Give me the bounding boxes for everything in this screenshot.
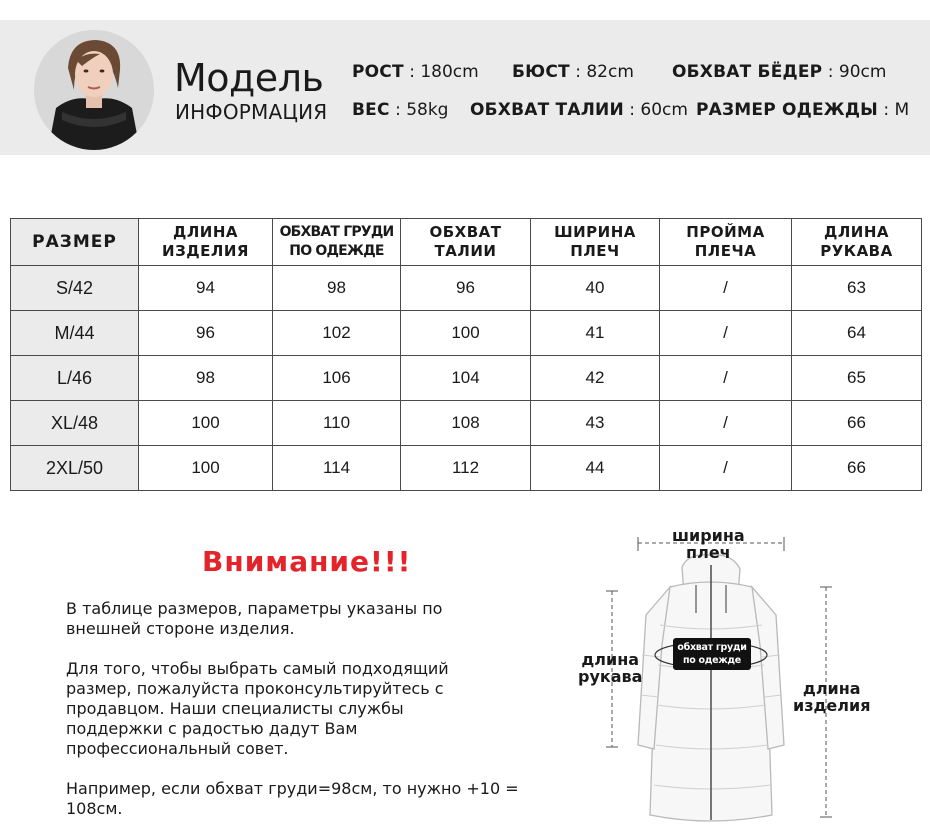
table-cell: 98 bbox=[139, 356, 273, 401]
garment-length-label: длина изделия bbox=[793, 679, 871, 715]
header-chest: ОБХВАТ ГРУДИ ПО ОДЕЖДЕ bbox=[273, 219, 401, 266]
table-cell: / bbox=[660, 401, 792, 446]
model-avatar bbox=[34, 30, 154, 150]
stat-bust: БЮСТ : 82cm bbox=[512, 62, 634, 82]
table-cell: 66 bbox=[792, 401, 922, 446]
notice-paragraph-1: В таблице размеров, параметры указаны по внешней стороне изделия. bbox=[66, 599, 443, 638]
table-cell: 40 bbox=[531, 266, 660, 311]
table-cell: 114 bbox=[273, 446, 401, 491]
table-cell: 112 bbox=[401, 446, 531, 491]
size-cell: XL/48 bbox=[11, 401, 139, 446]
table-row bbox=[11, 356, 922, 401]
header-size: РАЗМЕР bbox=[11, 219, 139, 266]
table-cell: 100 bbox=[139, 446, 273, 491]
table-cell: 102 bbox=[273, 311, 401, 356]
model-subtitle: ИНФОРМАЦИЯ bbox=[175, 100, 328, 124]
stat-clothing-size: РАЗМЕР ОДЕЖДЫ : M bbox=[696, 100, 910, 120]
size-cell: L/46 bbox=[11, 356, 139, 401]
table-cell: 96 bbox=[139, 311, 273, 356]
model-photo-illustration bbox=[34, 30, 154, 150]
table-cell: 44 bbox=[531, 446, 660, 491]
table-cell: 41 bbox=[531, 311, 660, 356]
table-cell: / bbox=[660, 446, 792, 491]
chest-circumference-badge: обхват груди по одежде bbox=[673, 638, 751, 670]
table-cell: 63 bbox=[792, 266, 922, 311]
notice-paragraph-3: Например, если обхват груди=98см, то нужно +10 = 108см. bbox=[66, 779, 519, 818]
table-cell: 43 bbox=[531, 401, 660, 446]
table-cell: 108 bbox=[401, 401, 531, 446]
table-cell: / bbox=[660, 266, 792, 311]
size-cell: M/44 bbox=[11, 311, 139, 356]
table-cell: 104 bbox=[401, 356, 531, 401]
table-cell: 42 bbox=[531, 356, 660, 401]
header-waist: ОБХВАТ ТАЛИИ bbox=[401, 219, 531, 266]
header-shoulder-width: ШИРИНА ПЛЕЧ bbox=[531, 219, 660, 266]
table-cell: 110 bbox=[273, 401, 401, 446]
size-chart-table bbox=[10, 218, 922, 491]
size-cell: S/42 bbox=[11, 266, 139, 311]
table-cell: 100 bbox=[401, 311, 531, 356]
table-row bbox=[11, 446, 922, 491]
table-header-row bbox=[11, 219, 922, 266]
sleeve-length-label: длина рукава bbox=[578, 650, 643, 686]
stat-waist: ОБХВАТ ТАЛИИ : 60cm bbox=[470, 100, 688, 120]
shoulder-width-label: ширина плеч bbox=[672, 526, 745, 562]
table-row bbox=[11, 401, 922, 446]
stat-hips: ОБХВАТ БЁДЕР : 90cm bbox=[672, 62, 887, 82]
table-cell: / bbox=[660, 311, 792, 356]
table-cell: 98 bbox=[273, 266, 401, 311]
table-row bbox=[11, 311, 922, 356]
header-length: ДЛИНА ИЗДЕЛИЯ bbox=[139, 219, 273, 266]
size-cell: 2XL/50 bbox=[11, 446, 139, 491]
model-info-banner bbox=[0, 20, 930, 155]
table-cell: 65 bbox=[792, 356, 922, 401]
header-armhole: ПРОЙМА ПЛЕЧА bbox=[660, 219, 792, 266]
table-cell: 100 bbox=[139, 401, 273, 446]
attention-heading: Внимание!!! bbox=[202, 545, 412, 578]
stat-weight: ВЕС : 58kg bbox=[352, 100, 449, 120]
table-row bbox=[11, 266, 922, 311]
notice-paragraph-2: Для того, чтобы выбрать самый подходящий размер, пожалуйста проконсультируйтесь с продавцом. Наши специалисты службы поддержки с радостью дадут Вам профессиональный совет. bbox=[66, 659, 449, 758]
model-title: Модель bbox=[174, 56, 324, 100]
table-cell: 66 bbox=[792, 446, 922, 491]
table-cell: 106 bbox=[273, 356, 401, 401]
table-cell: 64 bbox=[792, 311, 922, 356]
table-cell: 96 bbox=[401, 266, 531, 311]
table-cell: 94 bbox=[139, 266, 273, 311]
header-sleeve-length: ДЛИНА РУКАВА bbox=[792, 219, 922, 266]
stat-height: РОСТ : 180cm bbox=[352, 62, 479, 82]
table-cell: / bbox=[660, 356, 792, 401]
